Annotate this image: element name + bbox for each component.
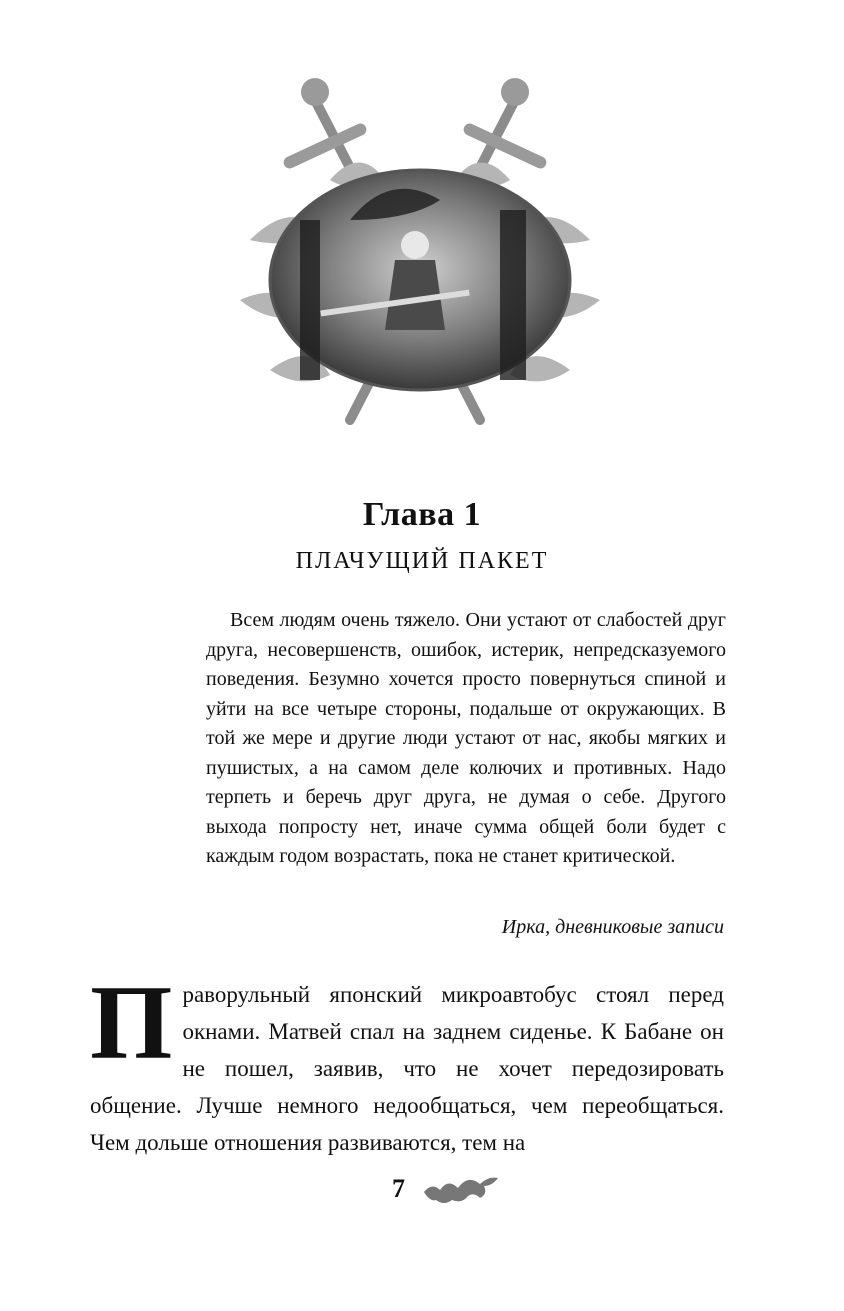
drop-cap: П xyxy=(90,964,173,1081)
epigraph xyxy=(206,606,726,872)
chapter-subtitle: ПЛАЧУЩИЙ ПАКЕТ xyxy=(295,548,549,574)
chapter-vignette-icon xyxy=(210,70,630,450)
page-number: 7 xyxy=(392,1174,405,1203)
body-text: раворульный японский микроавтобус стоял перед окнами. Матвей спал на заднем сиденье. К Бабане он не пошел, заявив, что не хочет передозировать общение. Лучше немного недообщаться, чем переобщаться. Чем дольше отношения развиваются, тем на xyxy=(90,982,724,1155)
holly-ornament-icon xyxy=(422,1170,502,1204)
epigraph-attribution: Ирка, дневниковые записи xyxy=(501,916,724,938)
body-paragraph xyxy=(90,964,724,1161)
chapter-title: Глава 1 xyxy=(362,496,482,533)
epigraph-text: Всем людям очень тяжело. Они устают от слабостей друг друга, несовершенств, ошибок, истерик, непредсказуемого поведения. Безумно хочется просто повернуться спиной и уйти на все четыре стороны, подальше от окружающих. В той же мере и другие люди устают от нас, якобы мягких и пушистых, а на самом деле колючих и противных. Надо терпеть и беречь друг друга, не думая о себе. Другого выхода попросту нет, иначе сумма общей боли будет с каждым годом возрастать, пока не станет критической. xyxy=(206,609,726,867)
